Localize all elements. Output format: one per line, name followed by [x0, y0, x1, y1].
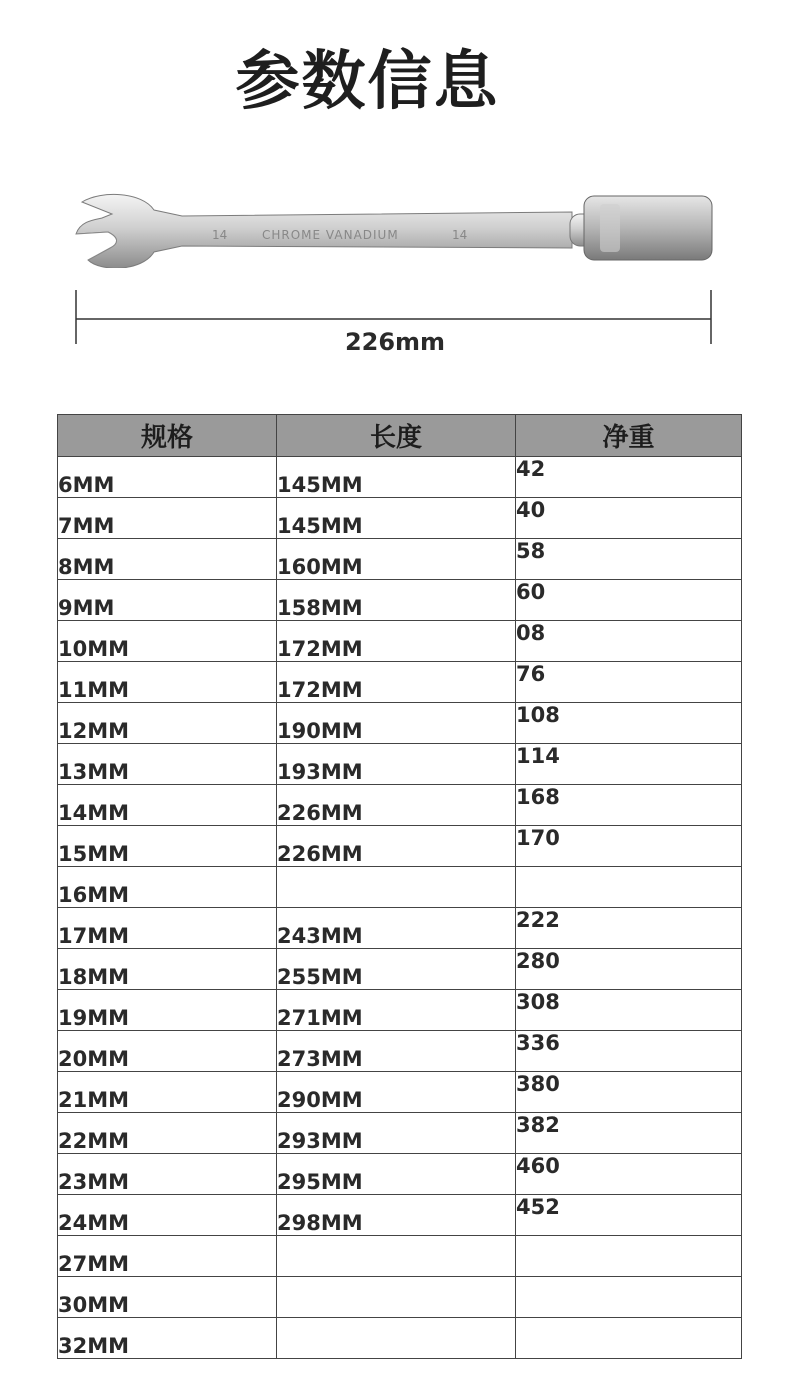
length-cell: 255MM	[277, 949, 516, 990]
length-cell: 293MM	[277, 1113, 516, 1154]
spec-table	[57, 414, 742, 1359]
length-cell: 190MM	[277, 703, 516, 744]
spec-cell: 8MM	[58, 539, 277, 580]
length-cell: 290MM	[277, 1072, 516, 1113]
weight-cell	[516, 1236, 742, 1277]
table-row	[58, 908, 742, 949]
table-row	[58, 1318, 742, 1359]
spec-cell: 12MM	[58, 703, 277, 744]
spec-cell: 20MM	[58, 1031, 277, 1072]
page-title: 参数信息	[235, 45, 500, 119]
length-cell: 145MM	[277, 498, 516, 539]
length-cell: 172MM	[277, 662, 516, 703]
spec-cell: 7MM	[58, 498, 277, 539]
weight-cell: 114	[516, 744, 742, 785]
weight-cell	[516, 1277, 742, 1318]
spec-cell: 19MM	[58, 990, 277, 1031]
spec-cell: 27MM	[58, 1236, 277, 1277]
spec-cell: 11MM	[58, 662, 277, 703]
spec-cell: 30MM	[58, 1277, 277, 1318]
table-row	[58, 990, 742, 1031]
table-row	[58, 1195, 742, 1236]
spec-cell: 13MM	[58, 744, 277, 785]
weight-cell: 168	[516, 785, 742, 826]
length-cell: 172MM	[277, 621, 516, 662]
weight-cell: 08	[516, 621, 742, 662]
weight-cell	[516, 867, 742, 908]
weight-cell: 170	[516, 826, 742, 867]
spec-cell: 16MM	[58, 867, 277, 908]
length-cell: 160MM	[277, 539, 516, 580]
weight-cell: 308	[516, 990, 742, 1031]
spec-cell: 17MM	[58, 908, 277, 949]
length-cell: 243MM	[277, 908, 516, 949]
length-cell: 226MM	[277, 785, 516, 826]
header-weight: 净重	[516, 415, 742, 457]
weight-cell: 380	[516, 1072, 742, 1113]
spec-cell: 24MM	[58, 1195, 277, 1236]
weight-cell: 58	[516, 539, 742, 580]
table-row	[58, 498, 742, 539]
spec-cell: 15MM	[58, 826, 277, 867]
table-row	[58, 662, 742, 703]
table-row	[58, 539, 742, 580]
table-row	[58, 867, 742, 908]
engraving-brand: CHROME VANADIUM	[262, 228, 399, 242]
wrench-image	[72, 188, 722, 268]
length-cell	[277, 867, 516, 908]
weight-cell: 40	[516, 498, 742, 539]
engraving-size-left: 14	[212, 228, 228, 242]
spec-cell: 21MM	[58, 1072, 277, 1113]
spec-cell: 18MM	[58, 949, 277, 990]
table-row	[58, 785, 742, 826]
table-row	[58, 703, 742, 744]
table-header-row	[58, 415, 742, 457]
weight-cell: 60	[516, 580, 742, 621]
table-row	[58, 1154, 742, 1195]
length-cell	[277, 1236, 516, 1277]
spec-cell: 6MM	[58, 457, 277, 498]
table-row	[58, 1072, 742, 1113]
spec-cell: 10MM	[58, 621, 277, 662]
table-row	[58, 826, 742, 867]
spec-cell: 32MM	[58, 1318, 277, 1359]
weight-cell: 108	[516, 703, 742, 744]
length-cell: 271MM	[277, 990, 516, 1031]
length-cell: 295MM	[277, 1154, 516, 1195]
table-row	[58, 580, 742, 621]
length-cell	[277, 1318, 516, 1359]
table-row	[58, 744, 742, 785]
table-row	[58, 1236, 742, 1277]
length-cell: 226MM	[277, 826, 516, 867]
header-spec: 规格	[58, 415, 277, 457]
spec-cell: 14MM	[58, 785, 277, 826]
length-cell: 298MM	[277, 1195, 516, 1236]
weight-cell: 452	[516, 1195, 742, 1236]
length-cell: 145MM	[277, 457, 516, 498]
spec-cell: 9MM	[58, 580, 277, 621]
table-row	[58, 1113, 742, 1154]
weight-cell	[516, 1318, 742, 1359]
engraving-size-right: 14	[452, 228, 468, 242]
spec-cell: 23MM	[58, 1154, 277, 1195]
weight-cell: 336	[516, 1031, 742, 1072]
table-row	[58, 621, 742, 662]
weight-cell: 76	[516, 662, 742, 703]
table-row	[58, 949, 742, 990]
weight-cell: 460	[516, 1154, 742, 1195]
spec-cell: 22MM	[58, 1113, 277, 1154]
header-length: 长度	[277, 415, 516, 457]
length-cell: 193MM	[277, 744, 516, 785]
table-row	[58, 1277, 742, 1318]
weight-cell: 42	[516, 457, 742, 498]
length-cell: 273MM	[277, 1031, 516, 1072]
dimension-label: 226mm	[344, 328, 446, 356]
length-cell: 158MM	[277, 580, 516, 621]
length-cell	[277, 1277, 516, 1318]
weight-cell: 382	[516, 1113, 742, 1154]
table-row	[58, 1031, 742, 1072]
table-row	[58, 457, 742, 498]
weight-cell: 222	[516, 908, 742, 949]
weight-cell: 280	[516, 949, 742, 990]
